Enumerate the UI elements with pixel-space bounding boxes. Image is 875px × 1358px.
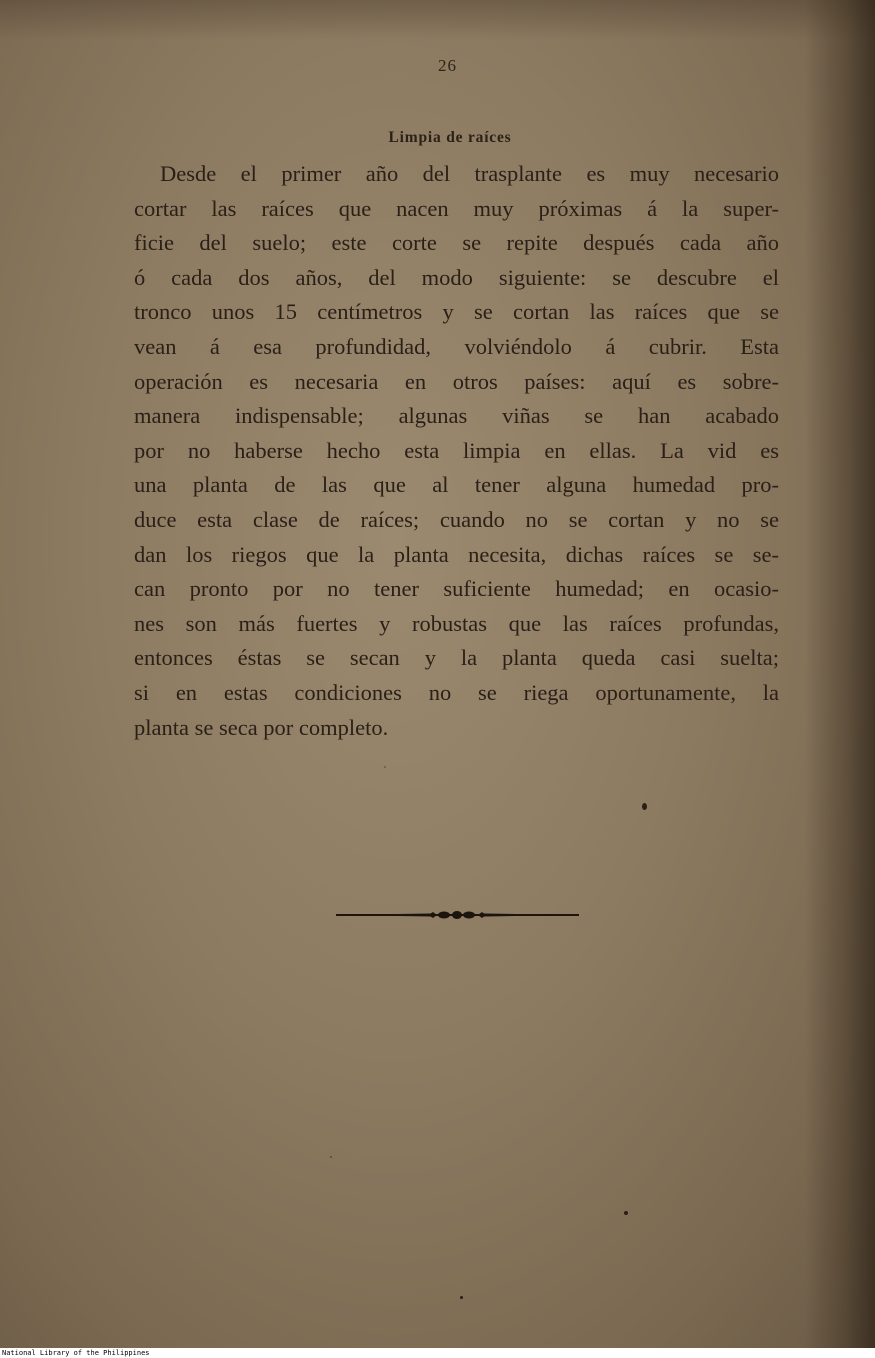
ink-speck [460,1296,463,1299]
paragraph-line: ficie del suelo; este corte se repite después cada año [134,230,779,256]
ink-speck [330,1156,332,1158]
paragraph-line: si en estas condiciones no se riega oportunamente, la [134,679,779,705]
paragraph-line: cortar las raíces que nacen muy próximas á la super- [134,195,779,221]
paragraph-line: operación es necesaria en otros países: aquí es sobre- [134,368,779,394]
paragraph-line: entonces éstas se secan y la planta queda casi suelta; [134,645,779,671]
ink-speck [624,1211,628,1215]
paragraph-line: ó cada dos años, del modo siguiente: se descubre el [134,264,779,290]
page-binding-shadow [805,0,875,1348]
ink-speck [642,803,647,810]
paragraph-line: tronco unos 15 centímetros y se cortan las raíces que se [134,299,779,325]
section-title: Limpia de raíces [388,129,512,146]
paragraph-line: Desde el primer año del trasplante es muy necesario [160,161,779,186]
library-credit: National Library of the Philippines [2,1349,150,1357]
paragraph-line: can pronto por no tener suficiente humedad; en ocasio- [134,576,779,602]
paragraph-line: nes son más fuertes y robustas que las raíces profundas, [134,610,779,636]
ink-speck [384,766,386,768]
paragraph [134,157,779,745]
paragraph-line: dan los riegos que la planta necesita, dichas raíces se se- [134,541,779,567]
decorative-rule-icon [336,907,579,923]
paragraph-line: manera indispensable; algunas viñas se han acabado [134,403,779,429]
paragraph-line: una planta de las que al tener alguna humedad pro- [134,472,779,498]
page-shadow-top [0,0,875,40]
paragraph-line: por no haberse hecho esta limpia en ellas. La vid es [134,437,779,463]
paragraph-line: vean á esa profundidad, volviéndolo á cubrir. Esta [134,333,779,359]
paragraph-line: planta se seca por completo. [134,714,389,740]
paragraph-line: duce esta clase de raíces; cuando no se cortan y no se [134,506,779,532]
page-number: 26 [438,56,457,75]
